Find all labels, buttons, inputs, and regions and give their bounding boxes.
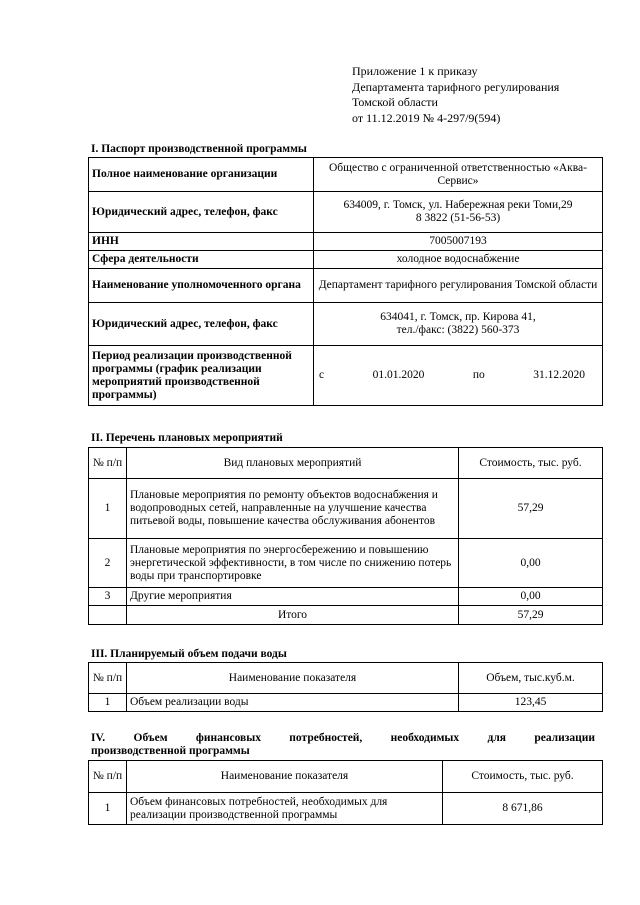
period-row — [317, 369, 599, 382]
section2-title: II. Перечень плановых мероприятий — [91, 432, 283, 444]
row-num: 3 — [89, 588, 127, 606]
total-label: Итого — [127, 606, 459, 625]
row-num: 1 — [89, 694, 127, 712]
table-header-row — [89, 761, 603, 793]
header-num: № п/п — [89, 448, 127, 479]
header-cost: Стоимость, тыс. руб. — [459, 448, 603, 479]
table-row — [89, 269, 603, 303]
passport-value: холодное водоснабжение — [314, 251, 603, 269]
header-name: Наименование показателя — [127, 663, 459, 694]
period-from: 01.01.2020 — [372, 369, 425, 381]
appendix-line: Департамента тарифного регулирования — [352, 79, 560, 94]
passport-value — [314, 192, 603, 233]
header-value: Объем, тыс.куб.м. — [459, 663, 603, 694]
passport-label: Период реализации производственной программы (график реализации мероприятий производственной программы) — [89, 346, 314, 406]
table-header-row — [89, 448, 603, 479]
header-num: № п/п — [89, 663, 127, 694]
section3-title: III. Планируемый объем подачи воды — [91, 648, 287, 660]
volume-table — [88, 662, 603, 712]
row-cost: 0,00 — [459, 539, 603, 588]
passport-label: Полное наименование организации — [89, 158, 314, 192]
table-total-row — [89, 606, 603, 625]
row-name: Объем финансовых потребностей, необходимых для реализации производственной программы — [127, 793, 443, 825]
section1-title: I. Паспорт производственной программы — [91, 143, 307, 155]
passport-label: ИНН — [89, 233, 314, 251]
activities-table — [88, 447, 603, 625]
row-value: 123,45 — [459, 694, 603, 712]
row-num: 1 — [89, 793, 127, 825]
header-cost: Стоимость, тыс. руб. — [443, 761, 603, 793]
appendix-line: от 11.12.2019 № 4-297/9(594) — [352, 110, 501, 125]
header-name: Вид плановых мероприятий — [127, 448, 459, 479]
period-from-word: с — [319, 369, 325, 381]
row-name: Плановые мероприятия по энергосбережению и повышению энергетической эффективности, в том числе по снижению потерь воды при транспортировке — [127, 539, 459, 588]
passport-value — [314, 346, 603, 406]
table-row — [89, 793, 603, 825]
table-row — [89, 158, 603, 192]
section4-title-line: производственной программы — [91, 745, 250, 757]
header-num: № п/п — [89, 761, 127, 793]
row-name: Другие мероприятия — [127, 588, 459, 606]
passport-value — [314, 303, 603, 346]
passport-value: 7005007193 — [314, 233, 603, 251]
address-line: 634041, г. Томск, пр. Кирова 41, — [380, 311, 536, 323]
passport-value: Департамент тарифного регулирования Томской области — [314, 269, 603, 303]
passport-table — [88, 157, 603, 406]
row-cost: 8 671,86 — [443, 793, 603, 825]
table-row — [89, 694, 603, 712]
row-cost: 57,29 — [459, 479, 603, 539]
row-name: Объем реализации воды — [127, 694, 459, 712]
row-cost: 0,00 — [459, 588, 603, 606]
row-name: Плановые мероприятия по ремонту объектов водоснабжения и водопроводных сетей, направленные на улучшение качества питьевой воды, повышение качества обслуживания абонентов — [127, 479, 459, 539]
row-num: 2 — [89, 539, 127, 588]
phone-line: 8 3822 (51-56-53) — [415, 212, 501, 224]
finance-table — [88, 760, 603, 825]
period-to: 31.12.2020 — [533, 369, 585, 381]
appendix-header — [352, 64, 559, 126]
appendix-line: Томской области — [352, 95, 438, 109]
section4-title — [91, 732, 595, 758]
passport-value: Общество с ограниченной ответственностью «Аква-Сервис» — [314, 158, 603, 192]
period-to-word: по — [472, 369, 485, 381]
passport-label: Сфера деятельности — [89, 251, 314, 269]
passport-label: Юридический адрес, телефон, факс — [89, 192, 314, 233]
table-header-row — [89, 663, 603, 694]
table-row — [89, 588, 603, 606]
table-row — [89, 479, 603, 539]
phone-line: тел./факс: (3822) 560-373 — [396, 324, 520, 336]
table-row — [89, 539, 603, 588]
table-row — [89, 346, 603, 406]
passport-label: Юридический адрес, телефон, факс — [89, 303, 314, 346]
table-row — [89, 233, 603, 251]
section4-title-line: IV. Объем финансовых потребностей, необходимых для реализации — [91, 732, 595, 744]
table-row — [89, 192, 603, 233]
passport-label: Наименование уполномоченного органа — [89, 269, 314, 303]
total-empty — [89, 606, 127, 625]
header-name: Наименование показателя — [127, 761, 443, 793]
table-row — [89, 251, 603, 269]
table-row — [89, 303, 603, 346]
row-num: 1 — [89, 479, 127, 539]
appendix-line: Приложение 1 к приказу — [352, 64, 478, 78]
address-line: 634009, г. Томск, ул. Набережная реки Томи,29 — [343, 199, 573, 211]
total-value: 57,29 — [459, 606, 603, 625]
